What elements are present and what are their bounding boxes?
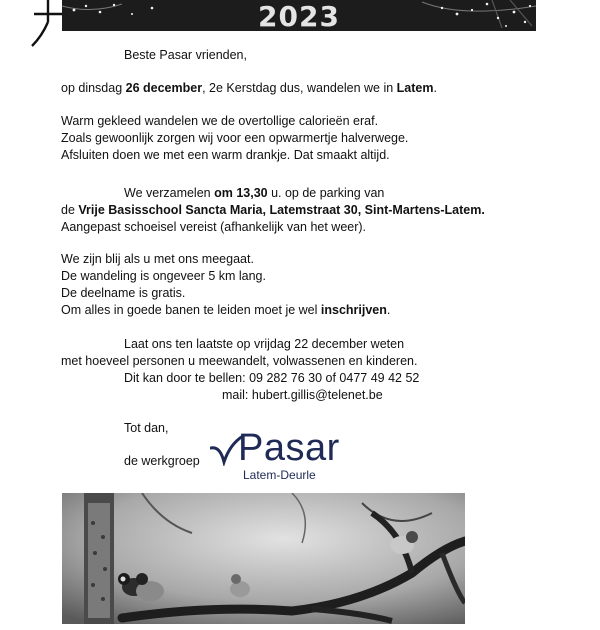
email-line: mail: hubert.gillis@telenet.be [222, 388, 383, 402]
closing: Tot dan, [124, 421, 169, 435]
meeting-time-line: We verzamelen om 13,30 u. op de parking van [124, 186, 385, 200]
corner-branch-icon [28, 0, 64, 48]
birds-photo [62, 493, 465, 624]
info-line-1: We zijn blij als u met ons meegaat. [61, 252, 254, 266]
paragraph-warm-line-2: Zoals gewoonlijk zorgen wij voor een opwarmertje halverwege. [61, 131, 409, 145]
pasar-logo [210, 428, 360, 486]
deadline-line: Laat ons ten laatste op vrijdag 22 december weten [124, 337, 405, 351]
birds-on-branch-icon [62, 493, 465, 624]
logo-name: Pasar [238, 427, 340, 469]
logo-subtitle: Latem-Deurle [243, 468, 316, 482]
footwear-note: Aangepast schoeisel vereist (afhankelijk van het weer). [61, 220, 367, 234]
phone-line: Dit kan door te bellen: 09 282 76 30 of 0477 49 42 52 [124, 371, 420, 385]
info-line-2: De wandeling is ongeveer 5 km lang. [61, 269, 266, 283]
info-line-3: De deelname is gratis. [61, 286, 186, 300]
signature: de werkgroep [124, 454, 200, 468]
attendance-line: met hoeveel personen u meewandelt, volwassenen en kinderen. [61, 354, 418, 368]
greeting: Beste Pasar vrienden, [124, 48, 247, 62]
paragraph-warm-line-1: Warm gekleed wandelen we de overtollige calorieën eraf. [61, 114, 379, 128]
meeting-location-line: de Vrije Basisschool Sancta Maria, Latemstraat 30, Sint-Martens-Latem. [61, 203, 485, 217]
banner-year: 2023 [258, 0, 340, 31]
paragraph-warm-line-3: Afsluiten doen we met een warm drankje. Dat smaakt altijd. [61, 148, 390, 162]
header-banner-image [62, 0, 536, 31]
paragraph-date: op dinsdag 26 december, 2e Kerstdag dus, wandelen we in Latem. [61, 81, 437, 95]
registration-line: Om alles in goede banen te leiden moet je wel inschrijven. [61, 303, 391, 317]
